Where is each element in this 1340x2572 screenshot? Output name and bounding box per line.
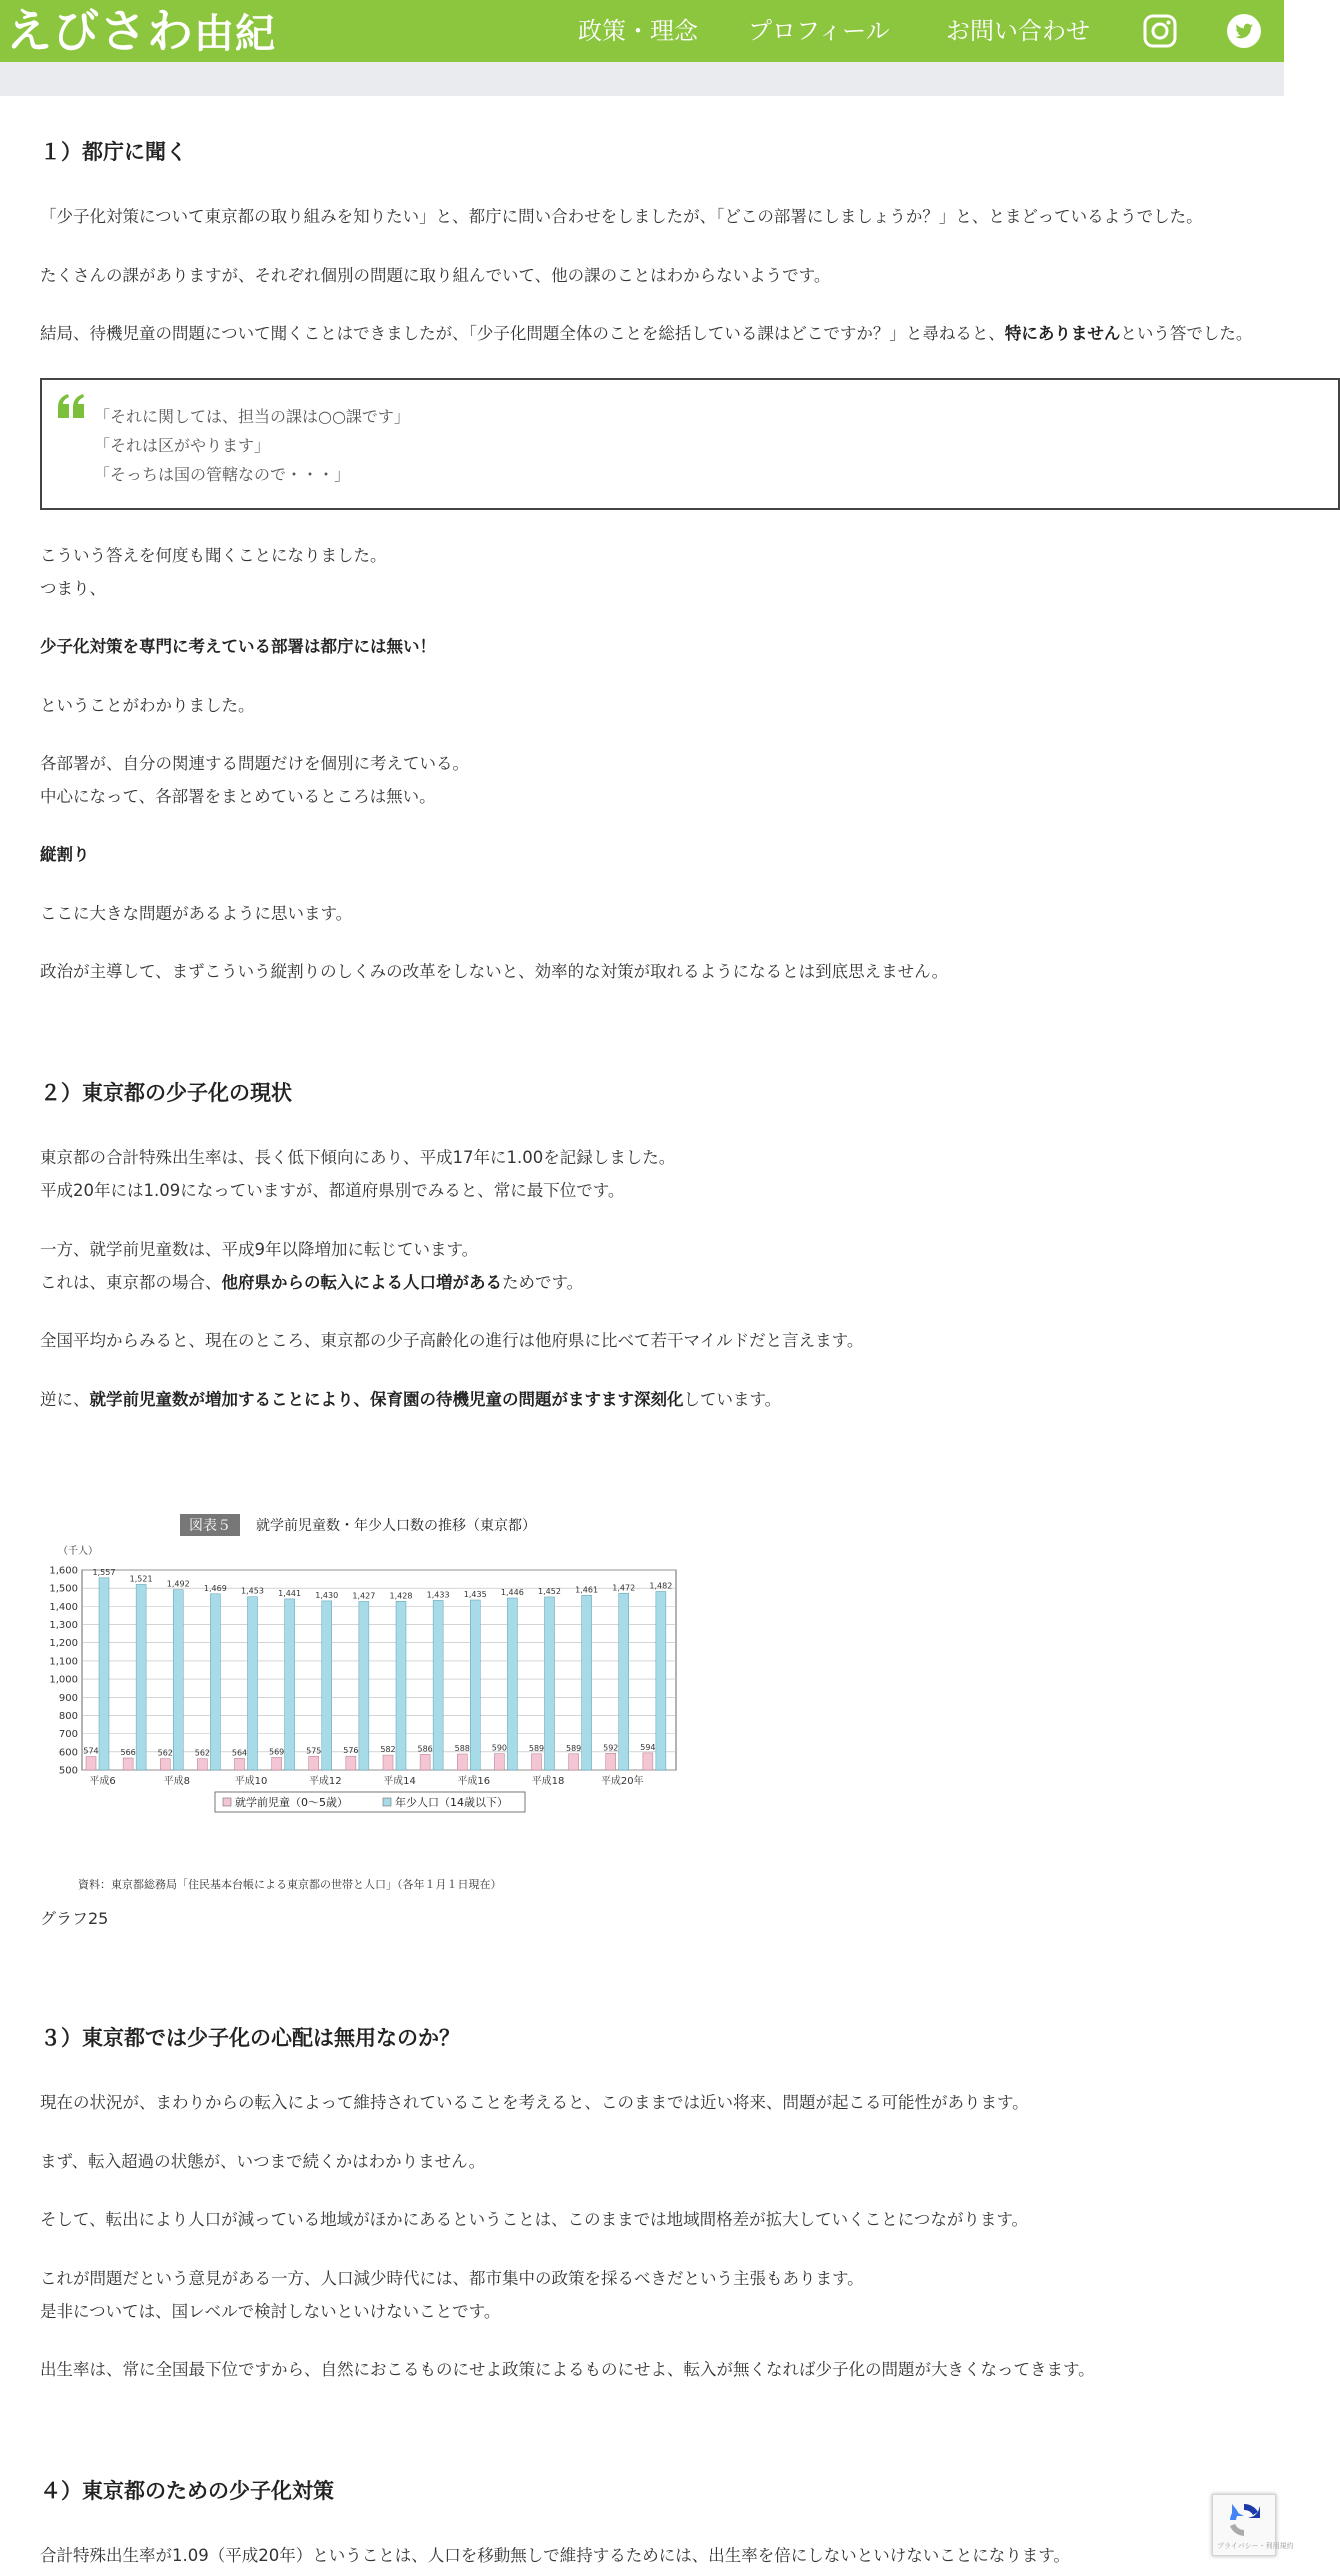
paragraph (40, 1383, 781, 1416)
chart-data-label: 589 (565, 1743, 582, 1753)
chart-y-unit: （千人） (58, 1546, 98, 1557)
paragraph: 合計特殊出生率が1.09（平成20年）ということは、人口を移動無しで維持するためには、出生率を倍にしないといけないことになります。 (40, 2546, 1070, 2565)
chart-data-label: 1,430 (315, 1590, 339, 1600)
chart-data-label: 588 (454, 1744, 470, 1753)
chart-data-label: 1,441 (278, 1588, 302, 1598)
chart-data-label: 1,482 (649, 1581, 673, 1591)
paragraph: これが問題だという意見がある一方、人口減少時代には、都市集中の政策を採るべきだという主張もあります。 (40, 2269, 864, 2288)
paragraph: たくさんの課がありますが、それぞれ個別の問題に取り組んでいて、他の課のことはわからないようです。 (40, 266, 831, 285)
chart-x-tick: 平成20年 (600, 1776, 644, 1787)
chart-title: 就学前児童数・年少人口数の推移（東京都） (256, 1518, 536, 1534)
logo-kanji: 由紀 (194, 11, 276, 57)
chart-bar-preschool (532, 1754, 542, 1770)
quote-icon (58, 394, 86, 420)
paragraph: 平成20年には1.09になっていますが、都道府県別でみると、常に最下位です。 (40, 1181, 625, 1200)
chart-data-label: 566 (120, 1748, 136, 1757)
paragraph: 現在の状況が、まわりからの転入によって維持されていることを考えると、このままでは近い将来、問題が起こる可能性があります。 (40, 2093, 1029, 2112)
chart-legend (215, 1792, 525, 1812)
recaptcha-text: プライバシー・利用規約 (1217, 2542, 1294, 2550)
chart-y-tick: 500 (58, 1765, 78, 1777)
chart-bar-preschool (309, 1756, 319, 1770)
chart-bar-youth (619, 1593, 629, 1770)
chart-bar-preschool (123, 1758, 133, 1770)
chart-data-label: 1,461 (575, 1585, 599, 1595)
chart-data-label: 590 (491, 1743, 508, 1753)
chart-bar-youth (322, 1601, 332, 1770)
chart-bar-youth (210, 1594, 220, 1770)
chart-svg (40, 1508, 700, 1898)
bold-text: 就学前児童数が増加することにより、保育園の待機児童の問題がますます深刻化 (89, 1390, 684, 1409)
chart-y-tick: 1,400 (49, 1601, 78, 1613)
chart-data-label: 576 (343, 1746, 359, 1756)
paragraph: こういう答えを何度も聞くことになりました。 (40, 546, 387, 565)
chart-data-label: 1,453 (241, 1586, 264, 1596)
chart-bar-youth (470, 1600, 480, 1770)
text-span: という答でした。 (1120, 324, 1253, 343)
text-span: 逆に、 (40, 1390, 90, 1409)
paragraph: ここに大きな問題があるように思います。 (40, 904, 353, 923)
nav-contact[interactable]: お問い合わせ (946, 17, 1090, 45)
chart-bar-youth (507, 1598, 517, 1770)
text-span: ためです。 (502, 1273, 584, 1292)
paragraph: 政治が主導して、まずこういう縦割りのしくみの改革をしないと、効率的な対策が取れるようになるとは到底思えません。 (40, 962, 949, 981)
chart-legend-label: 就学前児童（0〜5歳） (235, 1796, 348, 1809)
bold-text: 特にありません (1004, 324, 1121, 343)
chart-x-tick: 平成6 (89, 1776, 116, 1787)
chart-data-label: 1,433 (426, 1590, 450, 1600)
text-span: しています。 (683, 1390, 782, 1409)
chart-bar-preschool (160, 1759, 170, 1770)
chart-plot-area (49, 1566, 676, 1788)
section-heading-1: １）都庁に聞く (40, 140, 187, 164)
chart-legend-swatch (223, 1798, 231, 1806)
chart-bar-youth (396, 1601, 406, 1770)
chart-data-label: 1,452 (538, 1586, 561, 1596)
chart-bar-youth (99, 1578, 109, 1770)
chart-y-tick: 1,300 (49, 1620, 78, 1632)
chart-data-label: 562 (194, 1748, 211, 1758)
chart-legend-label: 年少人口（14歳以下） (395, 1796, 508, 1809)
logo-kana: えびさわ (6, 4, 194, 58)
chart-x-tick: 平成12 (308, 1776, 342, 1787)
paragraph: 全国平均からみると、現在のところ、東京都の少子高齢化の進行は他府県に比べて若干マイルドだと言えます。 (40, 1331, 864, 1350)
paragraph: 各部署が、自分の関連する問題だけを個別に考えている。 (40, 754, 469, 773)
quote-line: 「それに関しては、担当の課は○○課です」 (94, 407, 410, 426)
chart-bar-preschool (383, 1755, 393, 1770)
paragraph: 中心になって、各部署をまとめているところは無い。 (40, 787, 436, 806)
chart-data-label: 1,469 (203, 1583, 227, 1593)
site-logo[interactable] (6, 2, 276, 60)
chart-data-label: 1,427 (352, 1591, 376, 1601)
chart-x-tick: 平成14 (383, 1776, 416, 1787)
chart-bar-preschool (494, 1754, 504, 1770)
chart-data-label: 582 (380, 1745, 396, 1755)
chart-y-tick: 1,000 (49, 1674, 78, 1686)
chart-bar-preschool (457, 1754, 467, 1770)
chart-x-tick: 平成10 (234, 1776, 268, 1787)
site-header (0, 0, 1284, 62)
header-subbar (0, 62, 1284, 96)
chart-y-tick: 800 (58, 1710, 78, 1722)
nav-policy[interactable]: 政策・理念 (578, 17, 698, 45)
chart-y-tick: 600 (58, 1747, 78, 1759)
chart-bar-youth (656, 1591, 666, 1770)
chart-bar-youth (248, 1597, 258, 1770)
chart-data-label: 575 (306, 1746, 322, 1756)
chart-data-label: 594 (640, 1742, 656, 1752)
chart-bar-youth (285, 1599, 295, 1770)
bold-paragraph: 縦割り (40, 845, 90, 864)
twitter-icon[interactable] (1226, 13, 1262, 49)
chart-y-tick: 700 (58, 1729, 78, 1741)
chart-bar-preschool (272, 1757, 282, 1770)
paragraph: 「少子化対策について東京都の取り組みを知りたい」と、都庁に問い合わせをしましたが、「どこの部署にしましょうか？」と、とまどっているようでした。 (40, 207, 1203, 226)
paragraph: そして、転出により人口が減っている地域がほかにあるということは、このままでは地域間格差が拡大していくことにつながります。 (40, 2210, 1029, 2229)
chart-bar-preschool (420, 1754, 430, 1770)
paragraph: 一方、就学前児童数は、平成9年以降増加に転じています。 (40, 1240, 479, 1259)
chart-bar-preschool (86, 1757, 96, 1770)
chart-bar-youth (545, 1597, 555, 1770)
chart-data-label: 1,557 (92, 1567, 116, 1577)
chart-x-tick: 平成16 (457, 1776, 491, 1787)
chart-bar-youth (173, 1590, 183, 1770)
paragraph: まず、転入超過の状態が、いつまで続くかはわかりません。 (40, 2152, 486, 2171)
chart-legend-swatch (383, 1798, 391, 1806)
chart-data-label: 562 (157, 1748, 173, 1758)
blockquote (40, 378, 1340, 510)
paragraph: つまり、 (40, 579, 106, 598)
chart-data-label: 1,446 (500, 1588, 524, 1597)
chart-x-tick: 平成8 (163, 1776, 190, 1787)
instagram-icon[interactable] (1142, 13, 1178, 49)
chart-data-label: 592 (603, 1743, 619, 1753)
chart-bar-preschool (569, 1754, 579, 1770)
chart-bar-preschool (346, 1756, 356, 1770)
chart-data-label: 1,521 (129, 1574, 153, 1584)
chart-caption: グラフ25 (40, 1909, 109, 1928)
chart-data-label: 1,435 (463, 1590, 487, 1599)
chart-data-label: 589 (528, 1743, 545, 1753)
chart-bar-youth (359, 1601, 369, 1770)
chart-bar-youth (582, 1595, 592, 1770)
bold-text: 他府県からの転入による人口増がある (221, 1273, 502, 1292)
chart-bar-preschool (606, 1753, 616, 1770)
nav-profile[interactable]: プロフィール (748, 17, 890, 45)
chart-y-tick: 1,600 (49, 1565, 78, 1577)
section-heading-4: ４）東京都のための少子化対策 (40, 2479, 334, 2503)
paragraph: ということがわかりました。 (40, 696, 255, 715)
chart-bar-preschool (643, 1753, 653, 1770)
chart-y-tick: 1,100 (49, 1656, 78, 1668)
quote-line: 「そっちは国の管轄なので・・・」 (94, 465, 351, 484)
chart-data-label: 564 (231, 1748, 248, 1758)
bold-paragraph: 少子化対策を専門に考えている部署は都庁には無い！ (40, 637, 436, 656)
quote-line: 「それは区がやります」 (94, 436, 271, 455)
paragraph (40, 317, 1252, 350)
chart-x-tick: 平成18 (531, 1776, 565, 1787)
chart-data-label: 1,428 (389, 1591, 413, 1601)
paragraph: 東京都の合計特殊出生率は、長く低下傾向にあり、平成17年に1.00を記録しました。 (40, 1148, 676, 1167)
chart-bar-preschool (197, 1759, 207, 1770)
paragraph: 出生率は、常に全国最下位ですから、自然におこるものにせよ政策によるものにせよ、転入が無くなれば少子化の問題が大きくなってきます。 (40, 2360, 1095, 2379)
recaptcha-icon (1224, 2500, 1264, 2540)
text-span: これは、東京都の場合、 (40, 1273, 222, 1292)
chart-data-label: 1,472 (612, 1583, 636, 1593)
chart-source: 資料：東京都総務局「住民基本台帳による東京都の世帯と人口」（各年１月１日現在） (78, 1878, 502, 1891)
paragraph (40, 1266, 583, 1299)
chart-y-tick: 1,500 (49, 1583, 78, 1595)
chart-data-label: 586 (417, 1744, 433, 1754)
chart-badge: 図表５ (189, 1518, 231, 1534)
chart-data-label: 569 (268, 1747, 285, 1757)
chart-bar-preschool (235, 1758, 245, 1770)
bar-chart (40, 1508, 700, 1898)
chart-y-tick: 900 (58, 1692, 78, 1704)
chart-bar-youth (136, 1584, 146, 1770)
chart-data-label: 1,492 (166, 1579, 190, 1589)
text-span: 結局、待機児童の問題について聞くことはできましたが、「少子化問題全体のことを総括している課はどこですか？」と尋ねると、 (40, 324, 1005, 343)
paragraph: 是非については、国レベルで検討しないといけないことです。 (40, 2302, 501, 2321)
chart-data-label: 574 (83, 1746, 99, 1756)
section-heading-2: ２）東京都の少子化の現状 (40, 1081, 292, 1105)
chart-bar-youth (433, 1600, 443, 1770)
recaptcha-badge[interactable] (1212, 2494, 1294, 2556)
chart-y-tick: 1,200 (49, 1638, 78, 1650)
section-heading-3: ３）東京都では少子化の心配は無用なのか？ (40, 2026, 460, 2050)
